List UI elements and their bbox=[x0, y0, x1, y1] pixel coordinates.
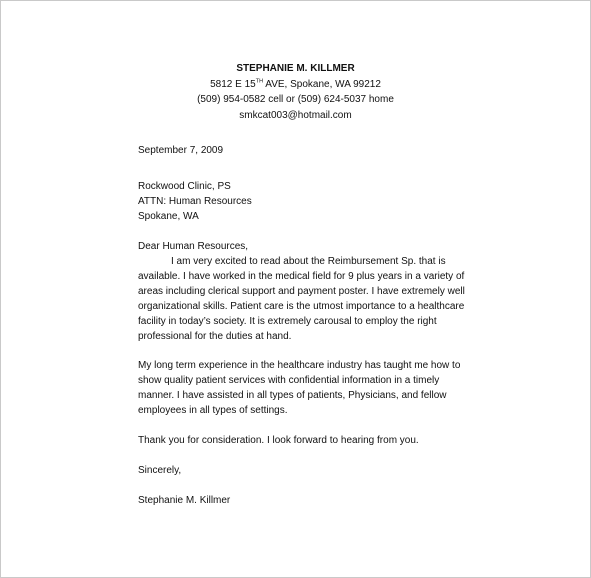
signature-name: Stephanie M. Killmer bbox=[138, 495, 231, 506]
paragraph-line: employees in all types of settings. bbox=[138, 405, 288, 417]
body-paragraph-3: Thank you for consideration. I look forward to hearing from you. bbox=[138, 435, 419, 446]
paragraph-line: I am very excited to read about the Reimbursement Sp. that is bbox=[171, 256, 446, 267]
closing: Sincerely, bbox=[138, 465, 182, 476]
body-paragraph-1 bbox=[138, 254, 468, 345]
sender-email: smkcat003@hotmail.com bbox=[239, 109, 352, 121]
paragraph-line: show quality patient services with confidential information in a timely bbox=[138, 375, 440, 387]
recipient-line-organization: Rockwood Clinic, PS bbox=[138, 181, 231, 192]
paragraph-line: areas including clerical support and payment poster. I have extremely well bbox=[138, 286, 465, 298]
paragraph-line: available. I have worked in the medical field for 9 plus years in a variety of bbox=[138, 271, 465, 283]
body-paragraph-2 bbox=[138, 358, 468, 418]
sender-phone: (509) 954-0582 cell or (509) 624-5037 home bbox=[197, 94, 394, 105]
paragraph-line: professional for the duties at hand. bbox=[138, 331, 292, 343]
address-ordinal-suffix: TH bbox=[255, 78, 264, 85]
sender-address bbox=[1, 77, 590, 93]
sender-name: STEPHANIE M. KILLMER bbox=[236, 63, 355, 74]
recipient-line-city: Spokane, WA bbox=[138, 211, 199, 222]
letterhead bbox=[1, 61, 590, 123]
address-street-number: 5812 E 15 bbox=[210, 78, 256, 90]
paragraph-line: facility in today’s society. It is extremely carousal to employ the right bbox=[138, 316, 437, 328]
paragraph-line: manner. I have assisted in all types of patients, Physicians, and fellow bbox=[138, 390, 447, 402]
salutation: Dear Human Resources, bbox=[138, 241, 249, 252]
paragraph-line: organizational skills. Patient care is the utmost importance to a healthcare bbox=[138, 301, 465, 313]
letter-date: September 7, 2009 bbox=[138, 145, 224, 156]
address-city-line: AVE, Spokane, WA 99212 bbox=[263, 78, 381, 90]
recipient-line-attention: ATTN: Human Resources bbox=[138, 196, 252, 207]
paragraph-line: My long term experience in the healthcare industry has taught me how to bbox=[138, 360, 461, 371]
